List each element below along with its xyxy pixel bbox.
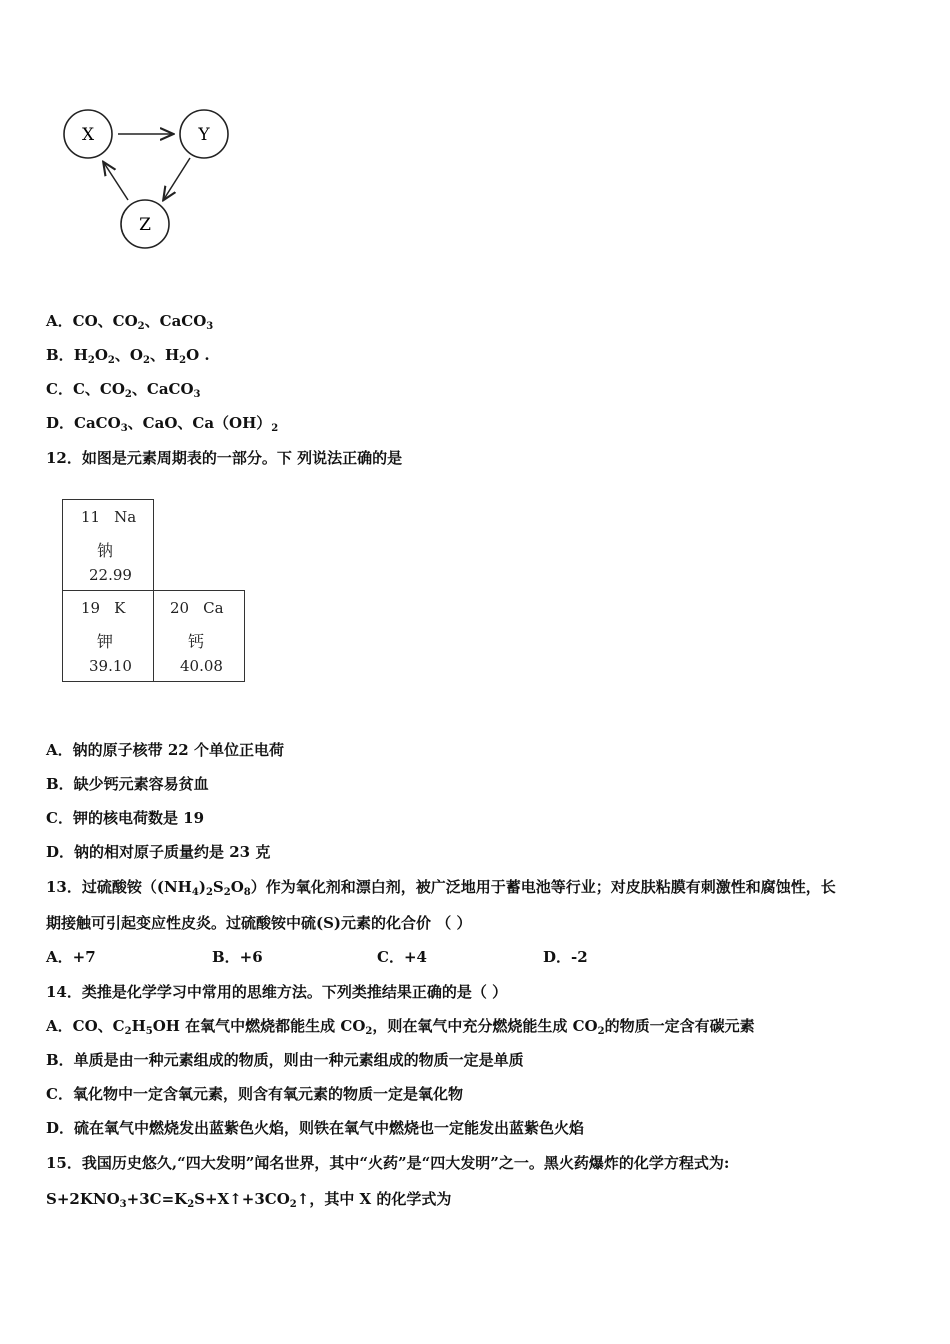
q13-stem-line1: 13．过硫酸铵$((NH_4)_2S_2O_8)$作为氧化剂和漂白剂，被广泛地用于蓄电池等行业；对皮肤粘膜有刺激性和腐蚀性，长 <box>46 878 836 898</box>
element-cell-ca: 20 Ca 钙 40.08 <box>153 590 245 682</box>
q15-equation: $S+2KNO_3+3C=K_2S+X↑+3CO_2↑$，其中 X 的化学式为 <box>46 1190 452 1210</box>
q12-option-a: A．钠的原子核带 22 个单位正电荷 <box>46 741 284 759</box>
q13-option-a: A．+7 <box>46 948 96 966</box>
q12-option-c: C．钾的核电荷数是 19 <box>46 809 205 827</box>
cycle-diagram <box>58 108 238 258</box>
element-cell-na: 11 Na 钠 22.99 <box>62 499 154 591</box>
q13-option-c: C．+4 <box>377 948 427 966</box>
arrow-z-to-x <box>104 163 128 200</box>
q14-stem: 14．类推是化学学习中常用的思维方法。下列类推结果正确的是（ ） <box>46 983 508 1001</box>
q12-option-d: D．钠的相对原子质量约是 23 克 <box>46 843 271 861</box>
node-y-label: Y <box>198 125 210 145</box>
q15-stem: 15．我国历史悠久,“四大发明”闻名世界，其中“火药”是“四大发明”之一。黑火药爆炸的化学方程式为: <box>46 1154 730 1172</box>
q12-stem: 12．如图是元素周期表的一部分。下 列说法正确的是 <box>46 449 403 467</box>
q14-option-b: B．单质是由一种元素组成的物质，则由一种元素组成的物质一定是单质 <box>46 1051 524 1069</box>
q11-option-c: C．C、$CO_2$、CaCO$_3$ <box>46 380 201 400</box>
q14-option-c: C．氧化物中一定含氧元素，则含有氧元素的物质一定是氧化物 <box>46 1085 463 1103</box>
arrow-y-to-z <box>164 158 190 199</box>
q13-option-b: B．+6 <box>212 948 263 966</box>
node-x-label: X <box>81 125 95 145</box>
element-cell-k: 19 K 钾 39.10 <box>62 590 154 682</box>
periodic-table-excerpt <box>62 499 248 684</box>
q13-option-d: D．-2 <box>543 948 588 966</box>
q12-option-b: B．缺少钙元素容易贫血 <box>46 775 209 793</box>
q13-stem-line2: 期接触可引起变应性皮炎。过硫酸铵中硫(S)元素的化合价 （ ） <box>46 914 472 932</box>
q14-option-a: A．CO、$C_2H_5OH$ 在氧气中燃烧都能生成 $CO_2$，则在氧气中充分燃烧能生成 $CO_2$的物质一定含有碳元素 <box>46 1017 755 1037</box>
q11-option-d: D．CaCO$_3$、CaO、$Ca(OH)_2$ <box>46 414 279 434</box>
q11-option-a: A．CO、$CO_2$、CaCO$_3$ <box>46 312 214 332</box>
node-z-label: Z <box>139 215 151 235</box>
q11-option-b: B．$H_2O_2$、$O_2$、$H_2O$ . <box>46 346 210 366</box>
q14-option-d: D．硫在氧气中燃烧发出蓝紫色火焰，则铁在氧气中燃烧也一定能发出蓝紫色火焰 <box>46 1119 585 1137</box>
